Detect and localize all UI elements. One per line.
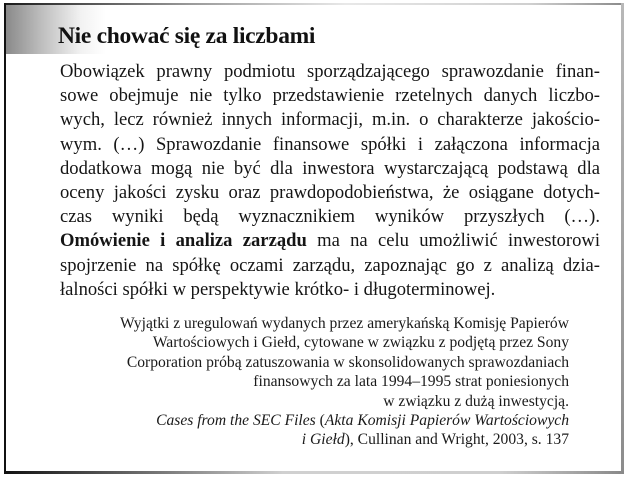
body-line: dodatkowa mogą nie być dla inwestora wystarczającą podstawą dla [60,157,600,179]
body-line: wym. (…) Sprawozdanie finansowe spółki i załączona informacja [60,133,600,155]
left-border [4,3,6,474]
body-line: wych, lecz również innych informacji, m.in. o charakterze jakościo- [60,109,600,131]
citation-line: Corporation próbą zatuszowania w skonsolidowanych sprawozdaniach [126,353,569,371]
source-title-polish-end: i Giełd [301,431,345,449]
citation-block [80,314,569,450]
citation-line: Wartościowych i Giełd, cytowane w związku z podjętą przez Sony [152,334,569,352]
right-border [621,3,624,474]
citation-source-line-1 [80,411,569,430]
body-line: łalności spółki w perspektywie krótko- i długoterminowej. [60,278,496,300]
citation-line: finansowych za lata 1994–1995 strat poniesionych [253,373,569,391]
citation-line: w związku z dużą inwestycją. [383,392,569,410]
body-line: czas wyniki będą wyznacznikiem wyników przyszłych (…). [60,206,600,228]
bold-term: Omówienie i analiza zarządu [60,230,307,252]
box-title: Nie chować się za liczbami [58,23,316,49]
citation-source-line-2 [80,430,569,449]
body-line: sowe obejmuje nie tylko przedstawienie rzetelnych danych liczbo- [60,85,600,107]
bottom-border [4,471,624,474]
source-title-polish: Akta Komisji Papierów Wartościowych [324,412,569,430]
source-title: Cases from the SEC Files [156,412,316,430]
body-line: Obowiązek prawny podmiotu sporządzającego sprawozdanie finan- [60,61,600,82]
citation-line: Wyjątki z uregulowań wydanych przez amerykańską Komisję Papierów [120,315,569,332]
top-border [4,3,624,5]
body-line-bold-term [60,229,600,253]
body-line: spojrzenie na spółkę oczami zarządu, zapoznając go z analizą dzia- [60,254,600,276]
box-body-text [60,60,600,302]
body-line-rest: ma na celu umożliwić inwestorowi [306,230,600,252]
body-line: oceny jakości zysku oraz prawdopodobieństwa, że osiągane dotych- [60,182,600,204]
source-authors: ), Cullinan and Wright, 2003, s. 137 [344,431,569,449]
paren: ( [315,412,325,430]
